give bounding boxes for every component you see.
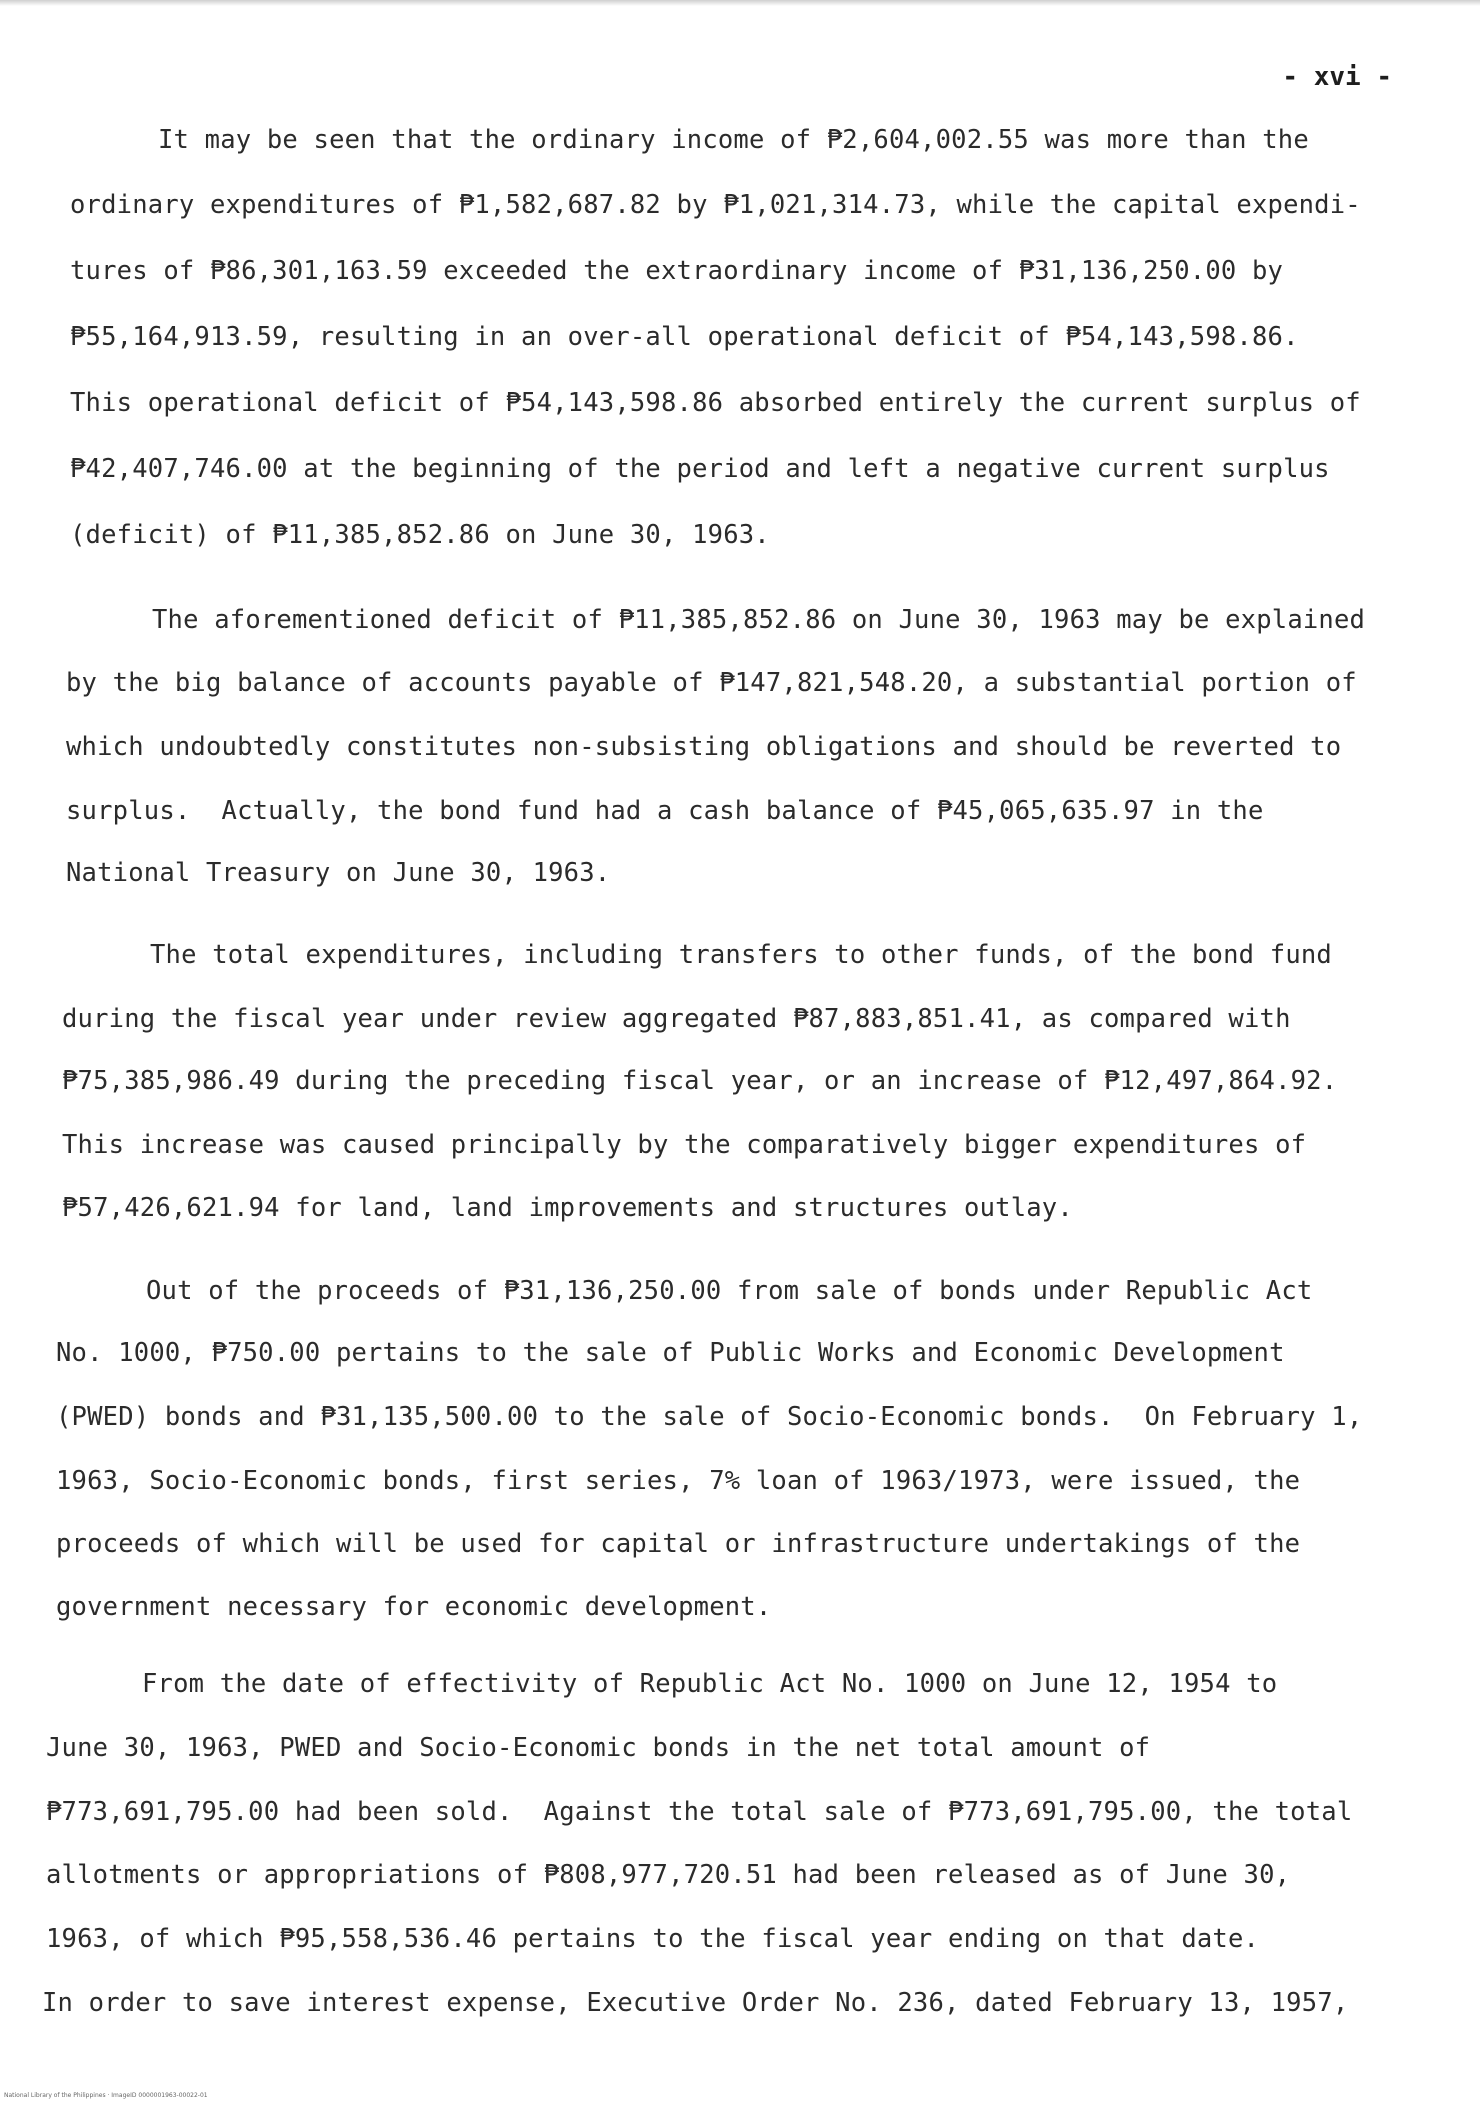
text-line: The aforementioned deficit of ₱11,385,852.86 on June 30, 1963 may be explained: [152, 605, 1366, 635]
text-line: This operational deficit of ₱54,143,598.86 absorbed entirely the current surplus of: [70, 388, 1361, 418]
text-line: June 30, 1963, PWED and Socio-Economic bonds in the net total amount of: [46, 1733, 1151, 1763]
text-line: Out of the proceeds of ₱31,136,250.00 from sale of bonds under Republic Act: [146, 1276, 1313, 1306]
text-line: National Treasury on June 30, 1963.: [66, 858, 611, 888]
text-line: government necessary for economic development.: [56, 1592, 772, 1622]
text-line: (deficit) of ₱11,385,852.86 on June 30, 1963.: [70, 520, 770, 550]
text-line: 1963, Socio-Economic bonds, first series, 7% loan of 1963/1973, were issued, the: [56, 1466, 1301, 1496]
text-line: ₱75,385,986.49 during the preceding fiscal year, or an increase of ₱12,497,864.92.: [62, 1066, 1338, 1096]
text-line: which undoubtedly constitutes non-subsisting obligations and should be reverted to: [66, 732, 1342, 762]
page-number: - xvi -: [1282, 62, 1392, 92]
text-line: The total expenditures, including transfers to other funds, of the bond fund: [150, 940, 1332, 970]
text-line: This increase was caused principally by the comparatively bigger expenditures of: [62, 1130, 1307, 1160]
text-line: tures of ₱86,301,163.59 exceeded the extraordinary income of ₱31,136,250.00 by: [70, 256, 1284, 286]
text-line: proceeds of which will be used for capital or infrastructure undertakings of the: [56, 1529, 1301, 1559]
text-line: by the big balance of accounts payable of ₱147,821,548.20, a substantial portion of: [66, 668, 1357, 698]
text-line: From the date of effectivity of Republic Act No. 1000 on June 12, 1954 to: [142, 1669, 1278, 1699]
text-line: ordinary expenditures of ₱1,582,687.82 by ₱1,021,314.73, while the capital expendi-: [70, 190, 1361, 220]
text-line: In order to save interest expense, Executive Order No. 236, dated February 13, 1957,: [42, 1988, 1349, 2018]
text-line: ₱57,426,621.94 for land, land improvements and structures outlay.: [62, 1193, 1073, 1223]
text-line: surplus. Actually, the bond fund had a cash balance of ₱45,065,635.97 in the: [66, 796, 1264, 826]
text-line: ₱55,164,913.59, resulting in an over-all operational deficit of ₱54,143,598.86.: [70, 322, 1299, 352]
text-line: No. 1000, ₱750.00 pertains to the sale of Public Works and Economic Development: [56, 1338, 1285, 1368]
text-line: ₱773,691,795.00 had been sold. Against the total sale of ₱773,691,795.00, the total: [46, 1797, 1353, 1827]
text-line: allotments or appropriations of ₱808,977,720.51 had been released as of June 30,: [46, 1860, 1291, 1890]
footer-credit: National Library of the Philippines · ImageID 0000001963-00022-01: [4, 2092, 208, 2099]
text-line: 1963, of which ₱95,558,536.46 pertains to the fiscal year ending on that date.: [46, 1924, 1260, 1954]
text-line: ₱42,407,746.00 at the beginning of the period and left a negative current surplus: [70, 454, 1330, 484]
text-line: during the fiscal year under review aggregated ₱87,883,851.41, as compared with: [62, 1004, 1291, 1034]
text-line: (PWED) bonds and ₱31,135,500.00 to the sale of Socio-Economic bonds. On February 1,: [56, 1402, 1363, 1432]
page-top-edge: [0, 0, 1480, 6]
text-line: It may be seen that the ordinary income of ₱2,604,002.55 was more than the: [158, 125, 1309, 155]
